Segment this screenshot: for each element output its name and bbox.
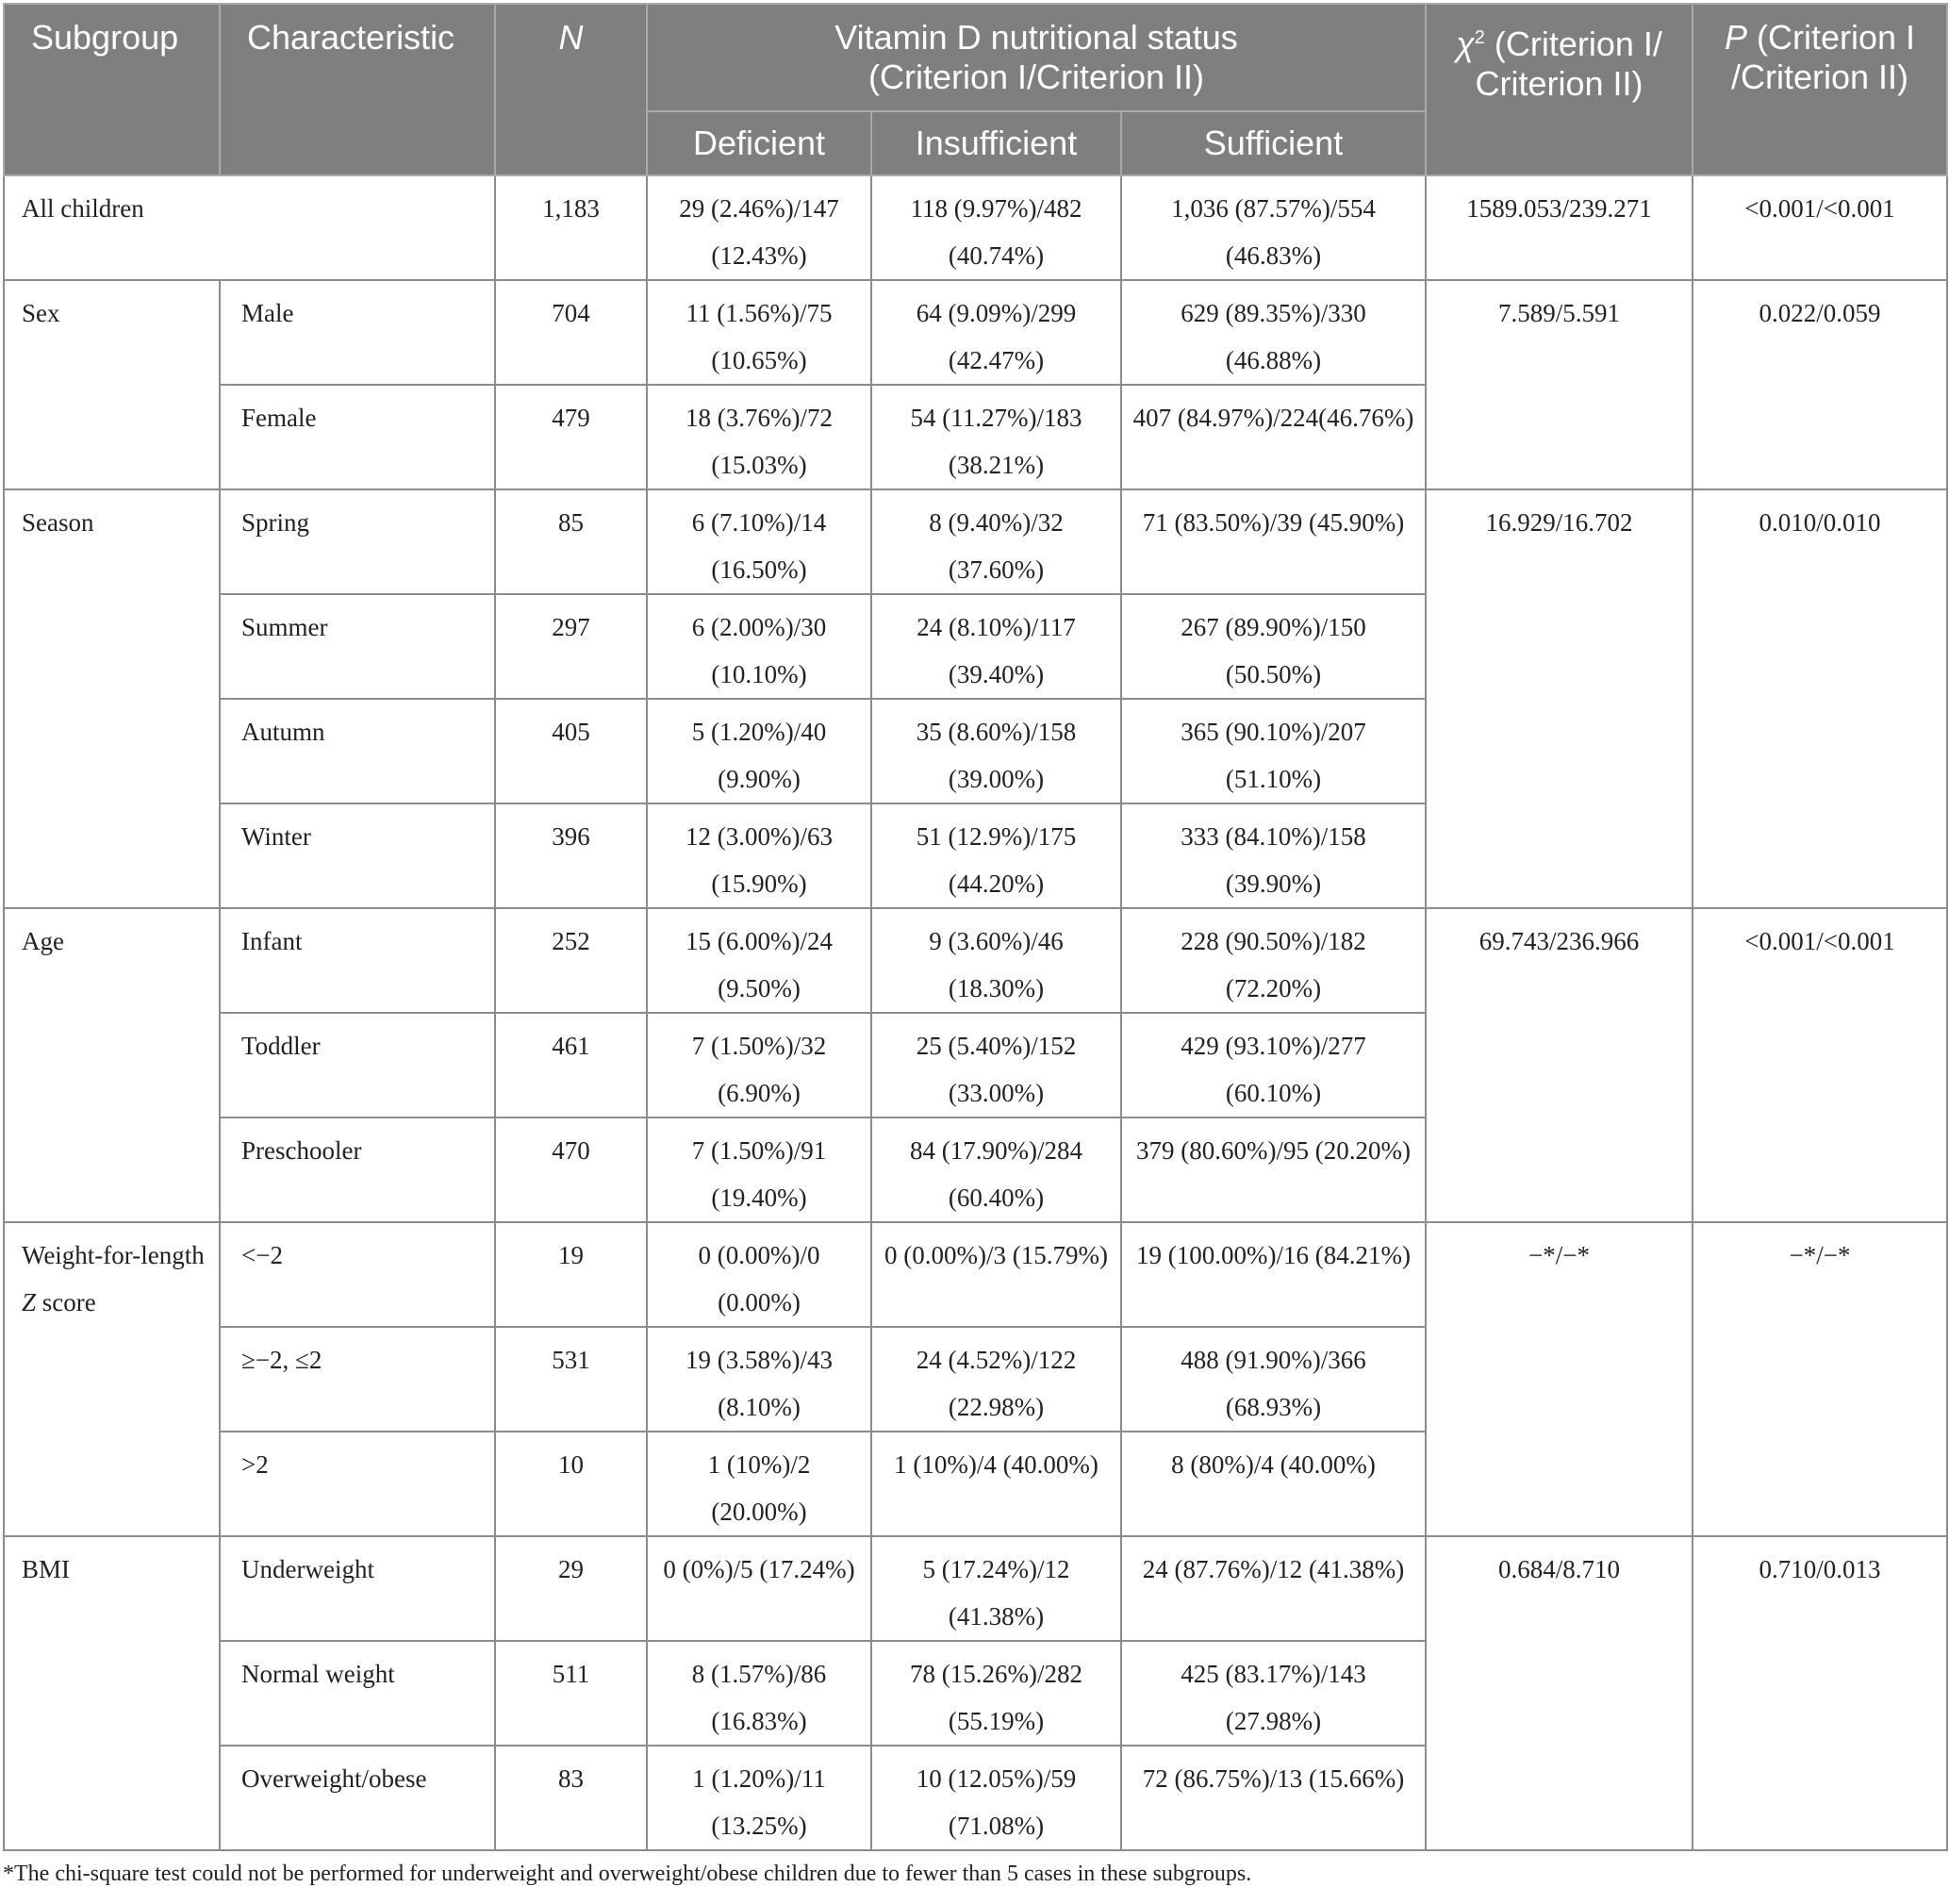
n-cell: 405 [495, 699, 647, 803]
p-symbol: P [1724, 18, 1747, 57]
subgroup-cell [4, 1536, 220, 1850]
subgroup-label: Weight-for-length [22, 1241, 205, 1269]
n-cell: 10 [495, 1432, 647, 1536]
characteristic-cell: Normal weight [220, 1641, 495, 1746]
insufficient-cell: 84 (17.90%)/284 (60.40%) [871, 1118, 1121, 1222]
deficient-cell: 7 (1.50%)/32 (6.90%) [647, 1013, 871, 1118]
deficient-cell: 18 (3.76%)/72 (15.03%) [647, 385, 871, 489]
subgroup-cell [4, 1222, 220, 1536]
chi-square-cell: −*/−* [1426, 1222, 1693, 1536]
subgroup-label: BMI [22, 1555, 71, 1583]
n-cell: 83 [495, 1746, 647, 1850]
vitamin-d-status-line2: (Criterion I/Criterion II) [867, 58, 1205, 96]
characteristic-cell: Male [220, 280, 495, 385]
characteristic-cell: Autumn [220, 699, 495, 803]
deficient-cell: 8 (1.57%)/86 (16.83%) [647, 1641, 871, 1746]
p-value-cell: 0.710/0.013 [1693, 1536, 1947, 1850]
characteristic-cell: ≥−2, ≤2 [220, 1327, 495, 1432]
characteristic-cell: >2 [220, 1432, 495, 1536]
col-header-vitamin-d-status [647, 4, 1426, 111]
characteristic-cell: Winter [220, 803, 495, 908]
n-cell: 297 [495, 594, 647, 699]
chi-square-cell: 0.684/8.710 [1426, 1536, 1693, 1850]
chi-square-cell: 7.589/5.591 [1426, 280, 1693, 489]
col-header-n: N [495, 4, 647, 175]
col-header-insufficient: Insufficient [871, 111, 1121, 175]
n-cell: 479 [495, 385, 647, 489]
n-cell: 252 [495, 908, 647, 1013]
characteristic-cell: Summer [220, 594, 495, 699]
vitamin-d-status-line1: Vitamin D nutritional status [834, 18, 1238, 57]
p-value-cell: 0.022/0.059 [1693, 280, 1947, 489]
col-header-characteristic: Characteristic [220, 4, 495, 175]
table-header [4, 4, 1947, 175]
col-header-chi-square [1426, 4, 1693, 175]
deficient-cell: 7 (1.50%)/91 (19.40%) [647, 1118, 871, 1222]
n-cell: 470 [495, 1118, 647, 1222]
n-cell: 29 [495, 1536, 647, 1641]
chi-square-cell: 69.743/236.966 [1426, 908, 1693, 1222]
subgroup-label-italic: Z [22, 1288, 37, 1316]
subgroup-label: Season [22, 508, 94, 537]
deficient-cell: 0 (0%)/5 (17.24%) [647, 1536, 871, 1641]
sufficient-cell: 333 (84.10%)/158 (39.90%) [1121, 803, 1426, 908]
insufficient-cell: 64 (9.09%)/299 (42.47%) [871, 280, 1121, 385]
deficient-cell: 15 (6.00%)/24 (9.50%) [647, 908, 871, 1013]
deficient-cell: 6 (2.00%)/30 (10.10%) [647, 594, 871, 699]
chi-label-line2: Criterion II) [1475, 64, 1643, 103]
p-value-cell: 0.010/0.010 [1693, 489, 1947, 908]
sufficient-cell: 19 (100.00%)/16 (84.21%) [1121, 1222, 1426, 1327]
chi-label-line1: (Criterion I/ [1484, 25, 1662, 63]
p-value-cell: −*/−* [1693, 1222, 1947, 1536]
sufficient-cell: 379 (80.60%)/95 (20.20%) [1121, 1118, 1426, 1222]
subgroup-cell [4, 908, 220, 1222]
insufficient-cell: 54 (11.27%)/183 (38.21%) [871, 385, 1121, 489]
n-cell: 531 [495, 1327, 647, 1432]
table-row [4, 908, 1947, 1013]
sufficient-cell: 72 (86.75%)/13 (15.66%) [1121, 1746, 1426, 1850]
insufficient-cell: 51 (12.9%)/175 (44.20%) [871, 803, 1121, 908]
p-label-line1: (Criterion I [1747, 18, 1916, 57]
n-cell: 511 [495, 1641, 647, 1746]
chi-square-cell: 1589.053/239.271 [1426, 175, 1693, 280]
vitamin-d-status-table [3, 3, 1948, 1851]
sufficient-cell: 71 (83.50%)/39 (45.90%) [1121, 489, 1426, 594]
deficient-cell: 12 (3.00%)/63 (15.90%) [647, 803, 871, 908]
sufficient-cell: 8 (80%)/4 (40.00%) [1121, 1432, 1426, 1536]
insufficient-cell: 35 (8.60%)/158 (39.00%) [871, 699, 1121, 803]
p-value-cell: <0.001/<0.001 [1693, 908, 1947, 1222]
subgroup-cell [4, 280, 220, 489]
sufficient-cell: 629 (89.35%)/330 (46.88%) [1121, 280, 1426, 385]
sufficient-cell: 24 (87.76%)/12 (41.38%) [1121, 1536, 1426, 1641]
col-header-deficient: Deficient [647, 111, 871, 175]
n-cell: 1,183 [495, 175, 647, 280]
subgroup-label: All children [22, 194, 144, 223]
sufficient-cell: 228 (90.50%)/182 (72.20%) [1121, 908, 1426, 1013]
deficient-cell: 19 (3.58%)/43 (8.10%) [647, 1327, 871, 1432]
sufficient-cell: 425 (83.17%)/143 (27.98%) [1121, 1641, 1426, 1746]
insufficient-cell: 0 (0.00%)/3 (15.79%) [871, 1222, 1121, 1327]
characteristic-cell: Preschooler [220, 1118, 495, 1222]
characteristic-cell: Toddler [220, 1013, 495, 1118]
n-cell: 19 [495, 1222, 647, 1327]
table-row [4, 489, 1947, 594]
sufficient-cell: 488 (91.90%)/366 (68.93%) [1121, 1327, 1426, 1432]
n-cell: 396 [495, 803, 647, 908]
subgroup-cell [4, 175, 495, 280]
characteristic-cell: Overweight/obese [220, 1746, 495, 1850]
p-value-cell: <0.001/<0.001 [1693, 175, 1947, 280]
deficient-cell: 5 (1.20%)/40 (9.90%) [647, 699, 871, 803]
col-header-subgroup: Subgroup [4, 4, 220, 175]
subgroup-cell [4, 489, 220, 908]
insufficient-cell: 9 (3.60%)/46 (18.30%) [871, 908, 1121, 1013]
insufficient-cell: 24 (4.52%)/122 (22.98%) [871, 1327, 1121, 1432]
table-body [4, 175, 1947, 1850]
deficient-cell: 29 (2.46%)/147 (12.43%) [647, 175, 871, 280]
deficient-cell: 11 (1.56%)/75 (10.65%) [647, 280, 871, 385]
table-row [4, 1536, 1947, 1641]
p-label-line2: /Criterion II) [1730, 58, 1909, 96]
sufficient-cell: 267 (89.90%)/150 (50.50%) [1121, 594, 1426, 699]
deficient-cell: 6 (7.10%)/14 (16.50%) [647, 489, 871, 594]
chi-superscript: 2 [1474, 27, 1485, 48]
table-row [4, 175, 1947, 280]
subgroup-label: Sex [22, 299, 60, 327]
insufficient-cell: 10 (12.05%)/59 (71.08%) [871, 1746, 1121, 1850]
characteristic-cell: Spring [220, 489, 495, 594]
n-cell: 461 [495, 1013, 647, 1118]
characteristic-cell: Underweight [220, 1536, 495, 1641]
insufficient-cell: 1 (10%)/4 (40.00%) [871, 1432, 1121, 1536]
table-footnote: *The chi-square test could not be performed for underweight and overweight/obese children due to fewer than 5 cases in these subgroups. [3, 1862, 1252, 1886]
n-cell: 85 [495, 489, 647, 594]
characteristic-cell: Infant [220, 908, 495, 1013]
insufficient-cell: 24 (8.10%)/117 (39.40%) [871, 594, 1121, 699]
table-row [4, 280, 1947, 385]
chi-square-cell: 16.929/16.702 [1426, 489, 1693, 908]
insufficient-cell: 25 (5.40%)/152 (33.00%) [871, 1013, 1121, 1118]
col-header-sufficient: Sufficient [1121, 111, 1426, 175]
sufficient-cell: 365 (90.10%)/207 (51.10%) [1121, 699, 1426, 803]
n-cell: 704 [495, 280, 647, 385]
table-row [4, 1222, 1947, 1327]
insufficient-cell: 8 (9.40%)/32 (37.60%) [871, 489, 1121, 594]
deficient-cell: 1 (1.20%)/11 (13.25%) [647, 1746, 871, 1850]
sufficient-cell: 429 (93.10%)/277 (60.10%) [1121, 1013, 1426, 1118]
subgroup-label: Age [22, 927, 64, 955]
chi-symbol: χ [1456, 25, 1475, 63]
sufficient-cell: 1,036 (87.57%)/554 (46.83%) [1121, 175, 1426, 280]
characteristic-cell: <−2 [220, 1222, 495, 1327]
insufficient-cell: 118 (9.97%)/482 (40.74%) [871, 175, 1121, 280]
sufficient-cell: 407 (84.97%)/224(46.76%) [1121, 385, 1426, 489]
col-header-p-value [1693, 4, 1947, 175]
deficient-cell: 1 (10%)/2 (20.00%) [647, 1432, 871, 1536]
insufficient-cell: 5 (17.24%)/12 (41.38%) [871, 1536, 1121, 1641]
deficient-cell: 0 (0.00%)/0 (0.00%) [647, 1222, 871, 1327]
subgroup-label-tail: score [36, 1288, 96, 1316]
characteristic-cell: Female [220, 385, 495, 489]
insufficient-cell: 78 (15.26%)/282 (55.19%) [871, 1641, 1121, 1746]
